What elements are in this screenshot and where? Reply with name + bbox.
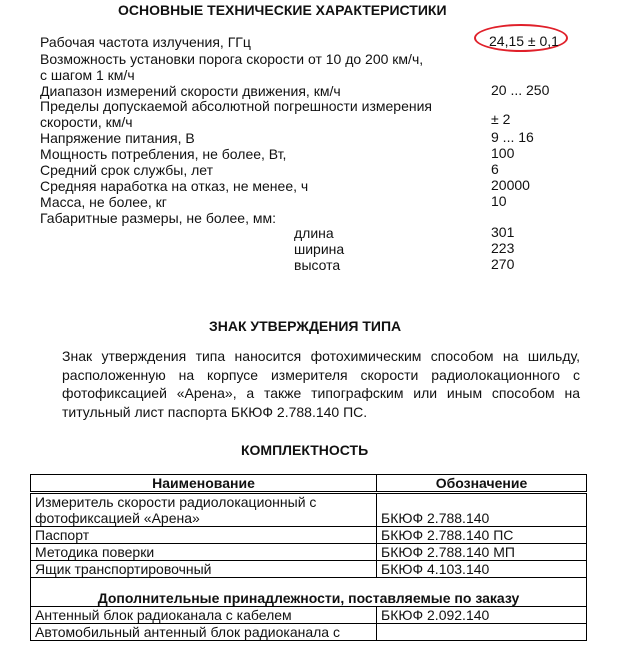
row-code: БКЮФ 2.788.140 МП (377, 544, 587, 561)
spec-label: с шагом 1 км/ч (40, 67, 135, 83)
table-row (31, 527, 587, 544)
approval-text: Знак утверждения типа наносится фотохимическим способом на шильду, расположенную на корпусе измерителя скорости радиолокационного с фотофиксацией «Арена», а также типографским или иным способом на титульный лист паспорта БКЮФ 2.788.140 ПС. (62, 348, 580, 420)
dimension-label: высота (294, 257, 341, 273)
row-code: БКЮФ 2.092.140 (377, 607, 587, 624)
approval-title: ЗНАК УТВЕРЖДЕНИЯ ТИПА (209, 318, 402, 334)
row-code (377, 624, 587, 641)
approval-paragraph (62, 347, 580, 421)
table-row (31, 561, 587, 578)
dimension-value: 270 (491, 256, 515, 272)
table-subheader-row (31, 578, 587, 607)
row-name: Измеритель скорости радиолокационный с фотофиксацией «Арена» (31, 493, 377, 527)
spec-label: Средний срок службы, лет (40, 162, 214, 178)
completeness-title: КОМПЛЕКТНОСТЬ (241, 442, 369, 458)
spec-value: ± 2 (491, 111, 511, 127)
spec-value: 20000 (491, 177, 530, 193)
spec-label: Возможность установки порога скорости от 10 до 200 км/ч, (40, 51, 424, 67)
row-name: Паспорт (31, 527, 377, 544)
spec-value: 10 (491, 193, 507, 209)
spec-label: Диапазон измерений скорости движения, км/ч (40, 83, 341, 99)
row-code: БКЮФ 4.103.140 (377, 561, 587, 578)
dimension-value: 223 (491, 240, 515, 256)
spec-label: скорости, км/ч (40, 114, 133, 130)
specs-title: ОСНОВНЫЕ ТЕХНИЧЕСКИЕ ХАРАКТЕРИСТИКИ (118, 2, 447, 18)
subheader: Дополнительные принадлежности, поставляемые по заказу (31, 578, 587, 607)
dimension-value: 301 (491, 224, 515, 240)
spec-value: 6 (491, 161, 499, 177)
spec-value: 20 ... 250 (491, 82, 550, 98)
dimension-label: ширина (294, 241, 345, 257)
spec-label: Масса, не более, кг (40, 194, 167, 210)
spec-label: Мощность потребления, не более, Вт, (40, 146, 287, 162)
table-row (31, 607, 587, 624)
row-name: Автомобильный антенный блок радиоканала с (31, 624, 377, 641)
spec-label: Габаритные размеры, не более, мм: (40, 210, 276, 226)
table-row (31, 493, 587, 527)
spec-label: Напряжение питания, В (40, 130, 195, 146)
spec-value: 9 ... 16 (491, 129, 534, 145)
spec-value: 100 (491, 145, 515, 161)
row-name: Методика поверки (31, 544, 377, 561)
completeness-table (30, 474, 587, 641)
row-name: Антенный блок радиоканала с кабелем (31, 607, 377, 624)
spec-value: 24,15 ± 0,1 (489, 33, 559, 49)
row-code: БКЮФ 2.788.140 (377, 493, 587, 527)
spec-label: Рабочая частота излучения, ГГц (40, 34, 251, 50)
table-row (31, 544, 587, 561)
table-header-row (31, 475, 587, 493)
spec-label: Средняя наработка на отказ, не менее, ч (40, 178, 309, 194)
header-code: Обозначение (377, 475, 587, 493)
header-name: Наименование (31, 475, 377, 493)
row-name: Ящик транспортировочный (31, 561, 377, 578)
dimension-label: длина (294, 225, 334, 241)
row-code: БКЮФ 2.788.140 ПС (377, 527, 587, 544)
table-row (31, 624, 587, 641)
spec-label: Пределы допускаемой абсолютной погрешности измерения (40, 98, 432, 114)
